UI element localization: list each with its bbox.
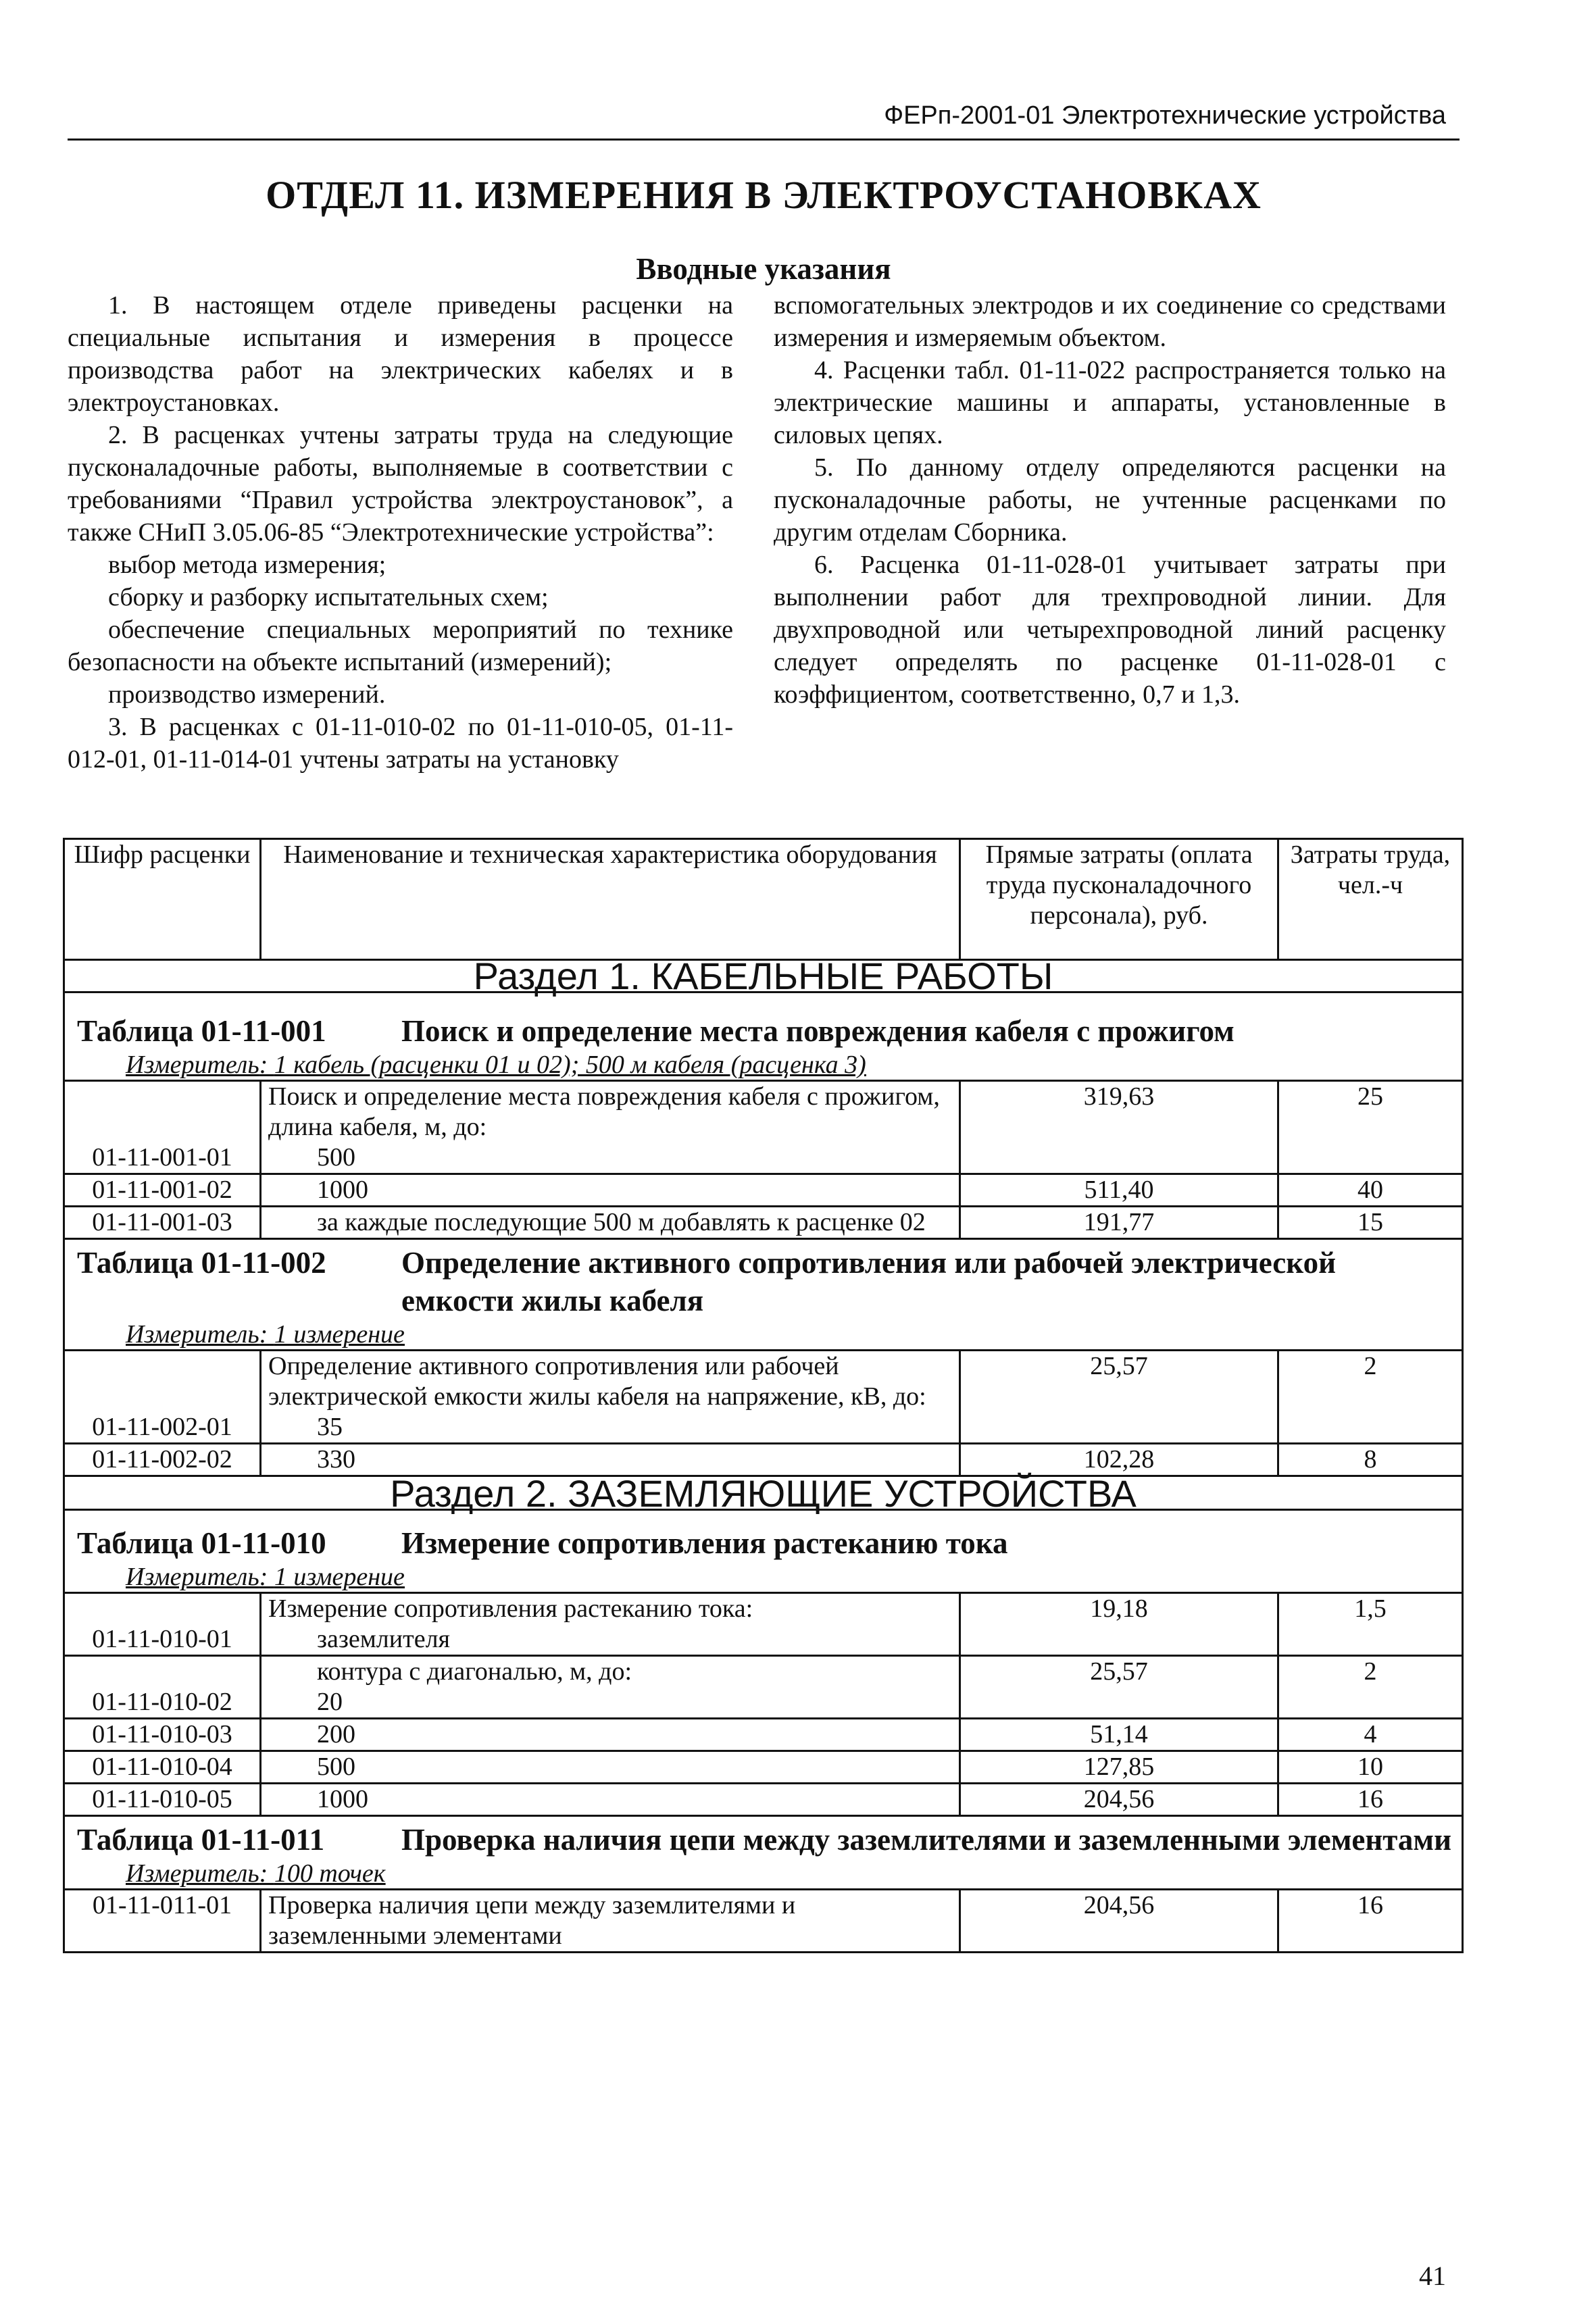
running-header: ФЕРп-2001-01 Электротехнические устройства	[884, 101, 1446, 130]
intro-right-column	[774, 289, 1446, 711]
table-row	[64, 1593, 1463, 1656]
row-labor: 2	[1278, 1351, 1463, 1444]
section-row	[64, 960, 1463, 992]
row-code: 01-11-010-04	[64, 1751, 261, 1784]
row-code: 01-11-010-02	[64, 1656, 261, 1719]
item-name: 200	[317, 1720, 355, 1749]
measure-unit: Измеритель: 1 измерение	[126, 1320, 405, 1349]
table-title	[72, 1244, 1455, 1319]
item-name: 1000	[317, 1176, 368, 1204]
intro-paragraph: 6. Расценка 01-11-028-01 учитывает затраты при выполнении работ для трехпроводной линии. Для двухпроводной или четырехпроводной линий расценку следует определять по расценке 01-11-028-01 с коэффициентом, соответственно, 0,7 и 1,3.	[774, 551, 1446, 709]
table-row	[64, 1784, 1463, 1816]
row-labor: 40	[1278, 1174, 1463, 1207]
table-row	[64, 1656, 1463, 1719]
row-code: 01-11-001-02	[64, 1174, 261, 1207]
table-row	[64, 1207, 1463, 1239]
header-labor: Затраты труда, чел.-ч	[1278, 839, 1463, 960]
row-code: 01-11-011-01	[64, 1890, 261, 1953]
page-number: 41	[1419, 2261, 1446, 2291]
table-number: Таблица 01-11-011	[77, 1823, 325, 1857]
table-number: Таблица 01-11-010	[77, 1526, 326, 1560]
row-code: 01-11-010-05	[64, 1784, 261, 1816]
row-name	[261, 1207, 960, 1239]
row-name	[261, 1444, 960, 1476]
measure-unit: Измеритель: 1 измерение	[126, 1563, 405, 1591]
intro-paragraph: вспомогательных электродов и их соединение со средствами измерения и измеряемым объектом.	[774, 291, 1446, 352]
item-name: 500	[317, 1753, 355, 1781]
intro-paragraph: 3. В расценках с 01-11-010-02 по 01-11-010-05, 01-11-012-01, 01-11-014-01 учтены затраты на установку	[68, 713, 733, 774]
item-name: за каждые последующие 500 м добавлять к расценке 02	[317, 1208, 926, 1236]
table-name: Проверка наличия цепи между заземлителями и заземленными элементами	[401, 1823, 1451, 1857]
measure-value: 1 измерение	[274, 1320, 405, 1349]
row-name	[261, 1751, 960, 1784]
row-labor: 15	[1278, 1207, 1463, 1239]
table-name: Поиск и определение места повреждения кабеля с прожигом	[401, 1014, 1235, 1048]
row-name	[261, 1174, 960, 1207]
row-cost: 127,85	[960, 1751, 1278, 1784]
table-title	[72, 1524, 1455, 1562]
table-name: Измерение сопротивления растеканию тока	[401, 1526, 1008, 1560]
row-code: 01-11-001-01	[64, 1081, 261, 1174]
row-cost: 25,57	[960, 1351, 1278, 1444]
row-labor: 1,5	[1278, 1593, 1463, 1656]
row-name: Проверка наличия цепи между заземлителями и заземленными элементами	[261, 1890, 960, 1953]
row-labor: 16	[1278, 1890, 1463, 1953]
row-cost: 204,56	[960, 1890, 1278, 1953]
table-caption-row	[64, 992, 1463, 1081]
intro-list-item: производство измерений.	[108, 680, 386, 709]
table-row	[64, 1351, 1463, 1444]
intro-paragraph: 5. По данному отделу определяются расценки на пусконаладочные работы, не учтенные расценками по другим отделам Сборника.	[774, 453, 1446, 547]
header-code: Шифр расценки	[64, 839, 261, 960]
table-caption-row	[64, 1239, 1463, 1351]
row-cost: 319,63	[960, 1081, 1278, 1174]
measure-unit: Измеритель: 100 точек	[126, 1859, 386, 1888]
section-title: Раздел 2. ЗАЗЕМЛЯЮЩИЕ УСТРОЙСТВА	[64, 1476, 1463, 1510]
row-name	[261, 1719, 960, 1751]
table-caption-row	[64, 1816, 1463, 1890]
measure-label: Измеритель	[126, 1859, 259, 1888]
item-name: заземлителя	[317, 1625, 451, 1653]
table-name: Определение активного сопротивления или рабочей электрической емкости жилы кабеля	[401, 1246, 1337, 1317]
table-row	[64, 1719, 1463, 1751]
row-code: 01-11-001-03	[64, 1207, 261, 1239]
intro-paragraph: 1. В настоящем отделе приведены расценки на специальные испытания и измерения в процессе производства работ на электрических кабелях и в электроустановках.	[68, 291, 733, 417]
table-number: Таблица 01-11-001	[77, 1014, 326, 1048]
table-row	[64, 1174, 1463, 1207]
measure-value: 1 измерение	[274, 1563, 405, 1591]
header-name: Наименование и техническая характеристика оборудования	[261, 839, 960, 960]
item-name: 20	[317, 1688, 343, 1716]
row-name	[261, 1656, 960, 1719]
header-rule	[68, 139, 1460, 141]
row-labor: 25	[1278, 1081, 1463, 1174]
table-title	[72, 1012, 1455, 1050]
table-row	[64, 1444, 1463, 1476]
row-labor: 16	[1278, 1784, 1463, 1816]
measure-label: Измеритель	[126, 1563, 259, 1591]
row-cost: 191,77	[960, 1207, 1278, 1239]
header-cost: Прямые затраты (оплата труда пусконаладочного персонала), руб.	[960, 839, 1278, 960]
row-code: 01-11-002-02	[64, 1444, 261, 1476]
measure-value: 100 точек	[274, 1859, 386, 1888]
group-caption: Определение активного сопротивления или рабочей электрической емкости жилы кабеля на напряжение, кВ, до:	[268, 1352, 926, 1411]
intro-title: Вводные указания	[636, 252, 891, 286]
row-code: 01-11-010-01	[64, 1593, 261, 1656]
row-name	[261, 1593, 960, 1656]
row-cost: 19,18	[960, 1593, 1278, 1656]
intro-list-item: сборку и разборку испытательных схем;	[108, 583, 549, 611]
table-row	[64, 1890, 1463, 1953]
row-cost: 51,14	[960, 1719, 1278, 1751]
measure-label: Измеритель	[126, 1320, 259, 1349]
row-code: 01-11-010-03	[64, 1719, 261, 1751]
table-row	[64, 1081, 1463, 1174]
item-name: 1000	[317, 1785, 368, 1813]
intro-list-item: выбор метода измерения;	[108, 551, 386, 579]
item-name: 500	[317, 1143, 355, 1172]
table-row	[64, 1751, 1463, 1784]
section-title: Раздел 1. КАБЕЛЬНЫЕ РАБОТЫ	[64, 960, 1463, 992]
intro-list-item: обеспечение специальных мероприятий по технике безопасности на объекте испытаний (измерений);	[68, 615, 733, 676]
row-code: 01-11-002-01	[64, 1351, 261, 1444]
row-labor: 10	[1278, 1751, 1463, 1784]
row-labor: 2	[1278, 1656, 1463, 1719]
rates-table	[63, 838, 1464, 1953]
row-cost: 511,40	[960, 1174, 1278, 1207]
measure-label: Измеритель	[126, 1051, 259, 1079]
intro-left-column	[68, 289, 733, 776]
department-title: ОТДЕЛ 11. ИЗМЕРЕНИЯ В ЭЛЕКТРОУСТАНОВКАХ	[266, 173, 1262, 217]
row-cost: 102,28	[960, 1444, 1278, 1476]
row-name	[261, 1081, 960, 1174]
row-cost: 204,56	[960, 1784, 1278, 1816]
measure-value: 1 кабель (расценки 01 и 02); 500 м кабеля (расценка 3)	[274, 1051, 866, 1079]
intro-paragraph: 4. Расценки табл. 01-11-022 распространяется только на электрические машины и аппараты, установленные в силовых цепях.	[774, 356, 1446, 449]
row-labor: 8	[1278, 1444, 1463, 1476]
row-labor: 4	[1278, 1719, 1463, 1751]
group-caption: Измерение сопротивления растеканию тока:	[268, 1594, 753, 1623]
table-number: Таблица 01-11-002	[77, 1246, 326, 1280]
row-name	[261, 1351, 960, 1444]
measure-unit: Измеритель: 1 кабель (расценки 01 и 02); 500 м кабеля (расценка 3)	[126, 1051, 866, 1079]
intro-paragraph: 2. В расценках учтены затраты труда на следующие пусконаладочные работы, выполняемые в соответствии с требованиями “Правил устройства электроустановок”, а также СНиП 3.05.06-85 “Электротехнические устройства”:	[68, 421, 733, 547]
table-title	[72, 1821, 1455, 1859]
item-name: 35	[317, 1413, 343, 1441]
group-caption: Поиск и определение места повреждения кабеля с прожигом, длина кабеля, м, до:	[268, 1082, 940, 1141]
item-name: 330	[317, 1445, 355, 1474]
table-header-row	[64, 839, 1463, 960]
table-caption-row	[64, 1510, 1463, 1593]
subgroup-caption: контура с диагональю, м, до:	[317, 1657, 632, 1686]
section-row	[64, 1476, 1463, 1510]
row-cost: 25,57	[960, 1656, 1278, 1719]
row-name	[261, 1784, 960, 1816]
